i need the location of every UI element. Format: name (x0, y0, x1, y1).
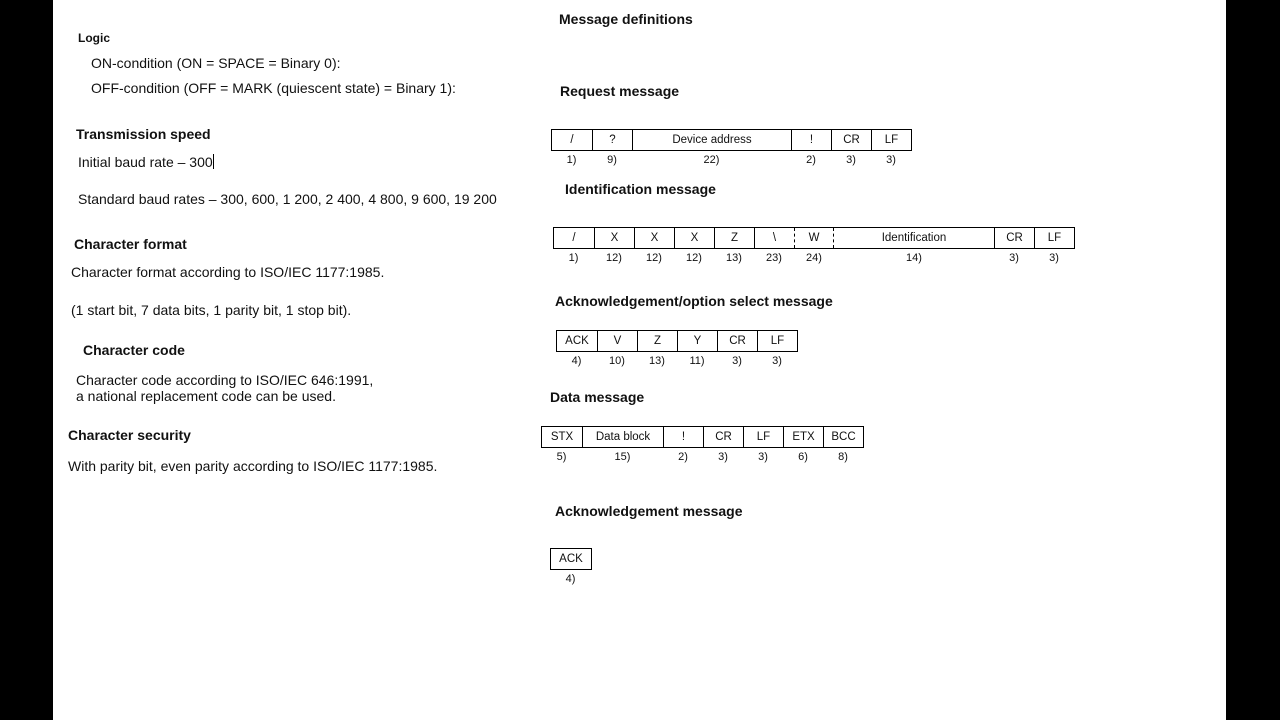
frame-cell: CR (994, 228, 1034, 248)
character-security-text: With parity bit, even parity according to ISO/IEC 1177:1985. (68, 458, 438, 474)
frame-cell: LF (1034, 228, 1074, 248)
character-format-text: Character format according to ISO/IEC 1177:1985. (71, 264, 385, 280)
frame-cell: V (597, 331, 637, 351)
frame-cell: ACK (559, 553, 583, 565)
logic-off-text: OFF-condition (OFF = MARK (quiescent state) = Binary 1): (91, 80, 456, 96)
footnote-ref: 3) (1049, 252, 1059, 264)
frame-cell: ? (592, 130, 632, 150)
footnote-ref: 3) (732, 355, 742, 367)
frame-cell: ! (791, 130, 831, 150)
footnote-ref: 4) (571, 355, 582, 367)
footnote-ref: 15) (614, 451, 631, 463)
transmission-speed-heading: Transmission speed (76, 126, 211, 142)
frame-cell: Identification (881, 232, 947, 244)
frame-cell: X (634, 228, 674, 248)
identification-message-heading: Identification message (565, 181, 716, 197)
logic-heading: Logic (78, 31, 110, 45)
frame-cell: X (594, 228, 634, 248)
footnote-ref: 11) (689, 355, 705, 367)
footnote-ref: 3) (772, 355, 782, 367)
frame-cell: / (570, 134, 574, 146)
request-message-heading: Request message (560, 83, 680, 99)
character-format-bits: (1 start bit, 7 data bits, 1 parity bit, 1 stop bit). (71, 302, 352, 318)
character-format-heading: Character format (74, 236, 187, 252)
character-code-line2: a national replacement code can be used. (76, 388, 336, 404)
footnote-ref: 13) (726, 252, 742, 264)
footnote-ref: 4) (565, 573, 576, 585)
frame-cell: / (572, 232, 576, 244)
request-message-frame (551, 129, 912, 169)
logic-on-text: ON-condition (ON = SPACE = Binary 0): (91, 55, 341, 71)
frame-cell: CR (703, 427, 743, 447)
footnote-ref: 1) (566, 154, 577, 166)
ack-message-frame (550, 548, 592, 588)
ack-option-message-frame (556, 330, 798, 370)
footnote-ref: 12) (606, 252, 622, 264)
footnote-ref: 2) (678, 451, 688, 463)
frame-cell: LF (871, 130, 911, 150)
ack-message-heading: Acknowledgement message (555, 503, 743, 519)
frame-cell: Data block (582, 427, 663, 447)
frame-cell: STX (550, 431, 574, 443)
frame-cell: CR (831, 130, 871, 150)
footnote-ref: 13) (649, 355, 665, 367)
footnote-ref: 24) (806, 252, 822, 264)
frame-cell: ETX (783, 427, 823, 447)
ack-option-message-heading: Acknowledgement/option select message (555, 293, 833, 309)
footnote-ref: 3) (758, 451, 768, 463)
standard-baud-rates-text: Standard baud rates – 300, 600, 1 200, 2 400, 4 800, 9 600, 19 200 (78, 191, 497, 207)
frame-cell: LF (743, 427, 783, 447)
footnote-ref: 3) (846, 154, 856, 166)
frame-cell: ! (663, 427, 703, 447)
document-page (53, 0, 1226, 720)
footnote-ref: 12) (686, 252, 702, 264)
text-cursor (213, 154, 214, 169)
frame-cell: Z (714, 228, 754, 248)
footnote-ref: 9) (607, 154, 617, 166)
footnote-ref: 5) (556, 451, 567, 463)
character-security-heading: Character security (68, 427, 191, 443)
footnote-ref: 22) (703, 154, 720, 166)
footnote-ref: 1) (568, 252, 579, 264)
character-code-line1: Character code according to ISO/IEC 646:1991, (76, 372, 374, 388)
frame-cell: W (794, 228, 834, 248)
footnote-ref: 3) (718, 451, 728, 463)
footnote-ref: 2) (806, 154, 816, 166)
frame-cell: BCC (823, 427, 863, 447)
data-message-frame (541, 426, 864, 466)
identification-message-frame (553, 227, 1075, 267)
frame-cell: CR (717, 331, 757, 351)
footnote-ref: 6) (798, 451, 808, 463)
frame-cell: X (674, 228, 714, 248)
frame-cell: ACK (565, 335, 589, 347)
footnote-ref: 10) (609, 355, 625, 367)
footnote-ref: 12) (646, 252, 662, 264)
initial-baud-rate-text: Initial baud rate – 300 (78, 154, 213, 170)
message-definitions-heading: Message definitions (559, 11, 693, 27)
footnote-ref: 3) (886, 154, 896, 166)
character-code-heading: Character code (83, 342, 185, 358)
frame-cell: Z (637, 331, 677, 351)
frame-cell: Device address (632, 130, 791, 150)
footnote-ref: 3) (1009, 252, 1019, 264)
data-message-heading: Data message (550, 389, 645, 405)
footnote-ref: 14) (906, 252, 922, 264)
frame-cell: LF (757, 331, 797, 351)
frame-cell: Y (677, 331, 717, 351)
footnote-ref: 23) (766, 252, 782, 264)
footnote-ref: 8) (838, 451, 848, 463)
frame-cell: \ (754, 228, 794, 248)
